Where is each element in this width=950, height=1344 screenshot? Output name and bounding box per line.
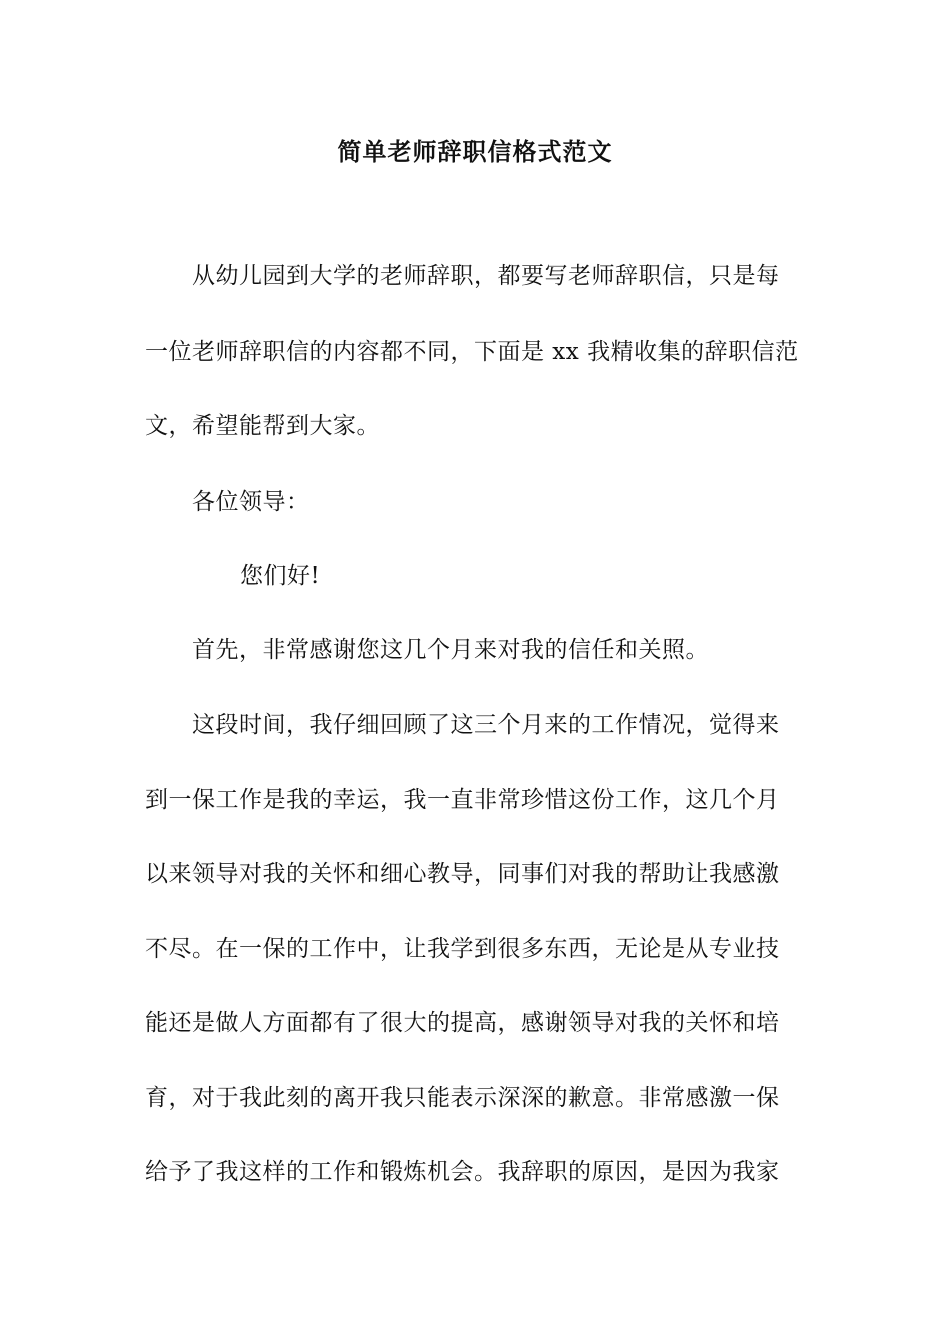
body-line-8: 到一保工作是我的幸运，我一直非常珍惜这份工作，这几个月 bbox=[145, 787, 780, 813]
document-title: 简单老师辞职信格式范文 bbox=[337, 137, 613, 166]
body-line-1: 从幼儿园到大学的老师辞职，都要写老师辞职信，只是每 bbox=[192, 263, 780, 289]
body-line-7: 这段时间，我仔细回顾了这三个月来的工作情况，觉得来 bbox=[192, 712, 780, 738]
greeting: 您们好! bbox=[240, 563, 321, 589]
body-line-11: 能还是做人方面都有了很大的提高，感谢领导对我的关怀和培 bbox=[145, 1010, 780, 1036]
salutation: 各位领导： bbox=[192, 489, 310, 515]
body-line-9: 以来领导对我的关怀和细心教导，同事们对我的帮助让我感激 bbox=[145, 861, 780, 887]
body-line-2: 一位老师辞职信的内容都不同，下面是 xx 我精收集的辞职信范 bbox=[145, 339, 799, 365]
body-line-3: 文，希望能帮到大家。 bbox=[145, 413, 380, 439]
body-line-10: 不尽。在一保的工作中，让我学到很多东西，无论是从专业技 bbox=[145, 936, 780, 962]
body-line-12: 育，对于我此刻的离开我只能表示深深的歉意。非常感激一保 bbox=[145, 1085, 780, 1111]
body-line-6: 首先，非常感谢您这几个月来对我的信任和关照。 bbox=[192, 637, 709, 663]
body-line-13: 给予了我这样的工作和锻炼机会。我辞职的原因，是因为我家 bbox=[145, 1159, 780, 1185]
